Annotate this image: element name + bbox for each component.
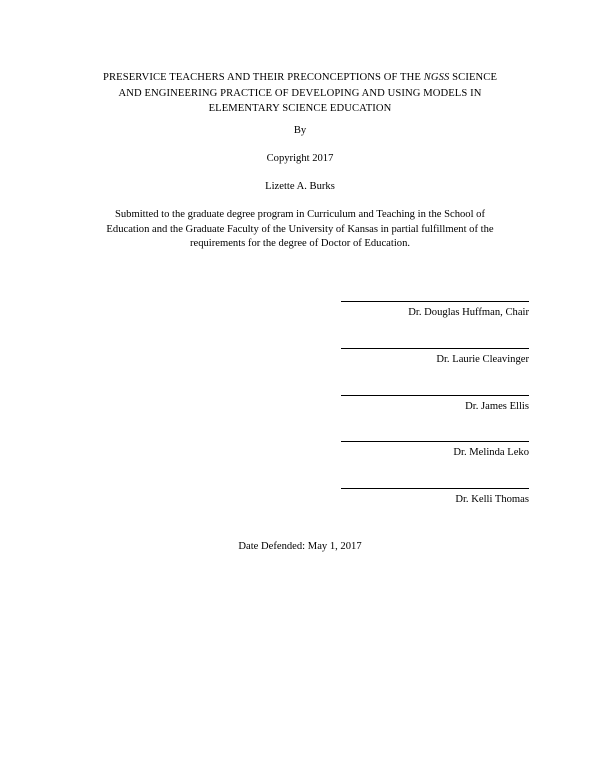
title-line-2: AND ENGINEERING PRACTICE OF DEVELOPING AND USING MODELS IN — [118, 87, 482, 99]
author-name: Lizette A. Burks — [265, 181, 335, 192]
title-ngss-italic: NGSS — [423, 72, 450, 83]
committee-member-name: Dr. James Ellis — [465, 401, 529, 412]
committee-member-name: Dr. Laurie Cleavinger — [436, 354, 529, 365]
signature-line — [341, 301, 529, 302]
signature-block-member-4 — [341, 441, 529, 460]
copyright-line: Copyright 2017 — [266, 153, 334, 164]
by-label: By — [293, 125, 307, 136]
signature-block-member-5 — [341, 488, 529, 507]
submission-statement — [60, 208, 540, 252]
signature-line — [341, 395, 529, 396]
dissertation-title — [60, 70, 540, 117]
signature-line — [341, 441, 529, 442]
signature-line — [341, 348, 529, 349]
title-line-1: PRESERVICE TEACHERS AND THEIR PRECONCEPTIONS OF THE NGSS SCIENCE — [102, 72, 498, 83]
signature-block-chair — [341, 301, 529, 320]
committee-member-name: Dr. Melinda Leko — [453, 447, 529, 458]
title-line-3: ELEMENTARY SCIENCE EDUCATION — [208, 103, 392, 114]
date-defended: Date Defended: May 1, 2017 — [238, 541, 362, 552]
submission-line-3: requirements for the degree of Doctor of Education. — [189, 238, 411, 249]
signature-line — [341, 488, 529, 489]
submission-line-2: Education and the Graduate Faculty of the University of Kansas in partial fulfillment of the — [106, 223, 494, 235]
submission-line-1: Submitted to the graduate degree program in Curriculum and Teaching in the School of — [114, 209, 486, 220]
committee-member-name: Dr. Douglas Huffman, Chair — [408, 307, 529, 318]
committee-member-name: Dr. Kelli Thomas — [455, 494, 529, 505]
signature-block-member-3 — [341, 395, 529, 414]
signature-block-member-2 — [341, 348, 529, 367]
